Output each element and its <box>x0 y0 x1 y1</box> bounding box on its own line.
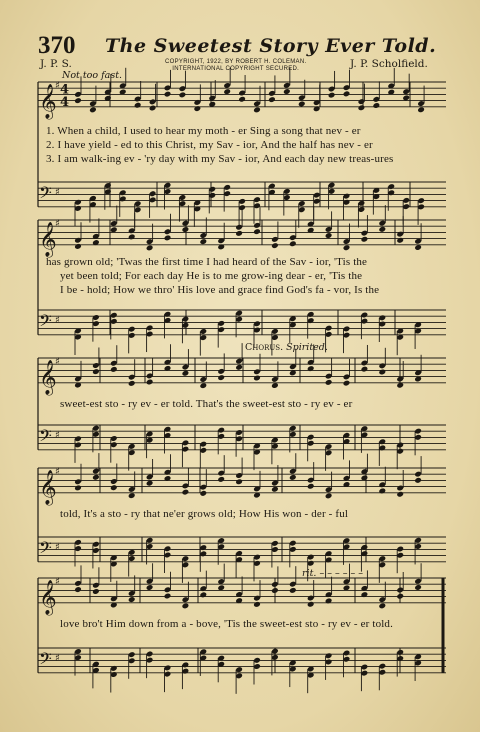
note-head <box>238 96 246 103</box>
note-head <box>92 474 100 481</box>
note-head <box>164 91 172 98</box>
note-head <box>271 242 279 249</box>
hymn-number: 370 <box>38 32 76 59</box>
note-head <box>289 474 297 481</box>
lyric-s4: told, It's a sto - ry that ne'er grows old; How His won - der - ful <box>60 508 349 520</box>
tempo-marking: Not too fast. <box>62 70 123 81</box>
note-head <box>179 92 187 99</box>
note-head <box>378 226 386 233</box>
note-head <box>417 106 425 113</box>
lyric-s1-v1: 1. When a child, I used to hear my moth - er Sing a song that nev - er <box>46 125 361 137</box>
lyric-s5: love bro't Him down from a - bove, 'Tis the sweet-est sto - ry ev - er told. <box>60 618 393 630</box>
note-head <box>343 380 351 387</box>
note-head <box>110 366 118 373</box>
note-head <box>217 476 225 483</box>
note-head <box>253 601 261 608</box>
note-head <box>358 104 366 111</box>
note-head <box>307 365 315 372</box>
note-head <box>396 237 404 244</box>
note-head <box>307 601 315 608</box>
chorus-tempo: Spirited. <box>286 342 328 353</box>
key-sharp: ♯ <box>55 186 60 198</box>
note-head <box>268 96 276 103</box>
note-head <box>343 90 351 97</box>
note-head <box>92 368 100 375</box>
time-signature: 4 <box>60 82 70 98</box>
lyric-s2-v1: has grown old; 'Twas the first time I had heard of the Sav - ior, 'Tis the <box>46 256 368 268</box>
note-head <box>199 591 207 598</box>
note-head <box>378 603 386 610</box>
note-head <box>217 374 225 381</box>
treble-clef: 𝄞 <box>39 83 57 119</box>
music-composer: J. P. Scholfield. <box>350 58 428 70</box>
hymn-title: The Sweetest Story Ever Told. <box>105 35 437 57</box>
note-head <box>199 238 207 245</box>
note-head <box>283 88 291 95</box>
key-sharp: ♯ <box>55 80 60 92</box>
note-head <box>253 107 261 114</box>
note-head <box>74 97 82 104</box>
note-head <box>325 379 333 386</box>
copyright-line-1: COPYRIGHT, 1922, BY ROBERT H. COLEMAN. <box>165 59 307 65</box>
words-author: J. P. S. <box>40 58 72 70</box>
key-sharp: ♯ <box>55 466 60 478</box>
note-head <box>134 102 142 109</box>
note-head <box>361 366 369 373</box>
key-sharp: ♯ <box>55 314 60 326</box>
bass-clef: 𝄢 <box>39 648 52 673</box>
note-head <box>271 587 279 594</box>
key-sharp: ♯ <box>55 218 60 230</box>
note-head <box>89 106 97 113</box>
bass-clef: 𝄢 <box>39 425 52 450</box>
note-head <box>289 240 297 247</box>
key-sharp: ♯ <box>55 576 60 588</box>
note-head <box>128 234 136 241</box>
lyric-s1-v3: 3. I am walk-ing ev - 'ry day with my Sav - ior, And each day new treas-ures <box>46 153 394 165</box>
note-head <box>128 380 136 387</box>
chorus-heading <box>245 342 328 353</box>
note-head <box>199 382 207 389</box>
note-head <box>396 491 404 498</box>
key-sharp: ♯ <box>55 652 60 664</box>
note-head <box>307 483 315 490</box>
key-sharp: ♯ <box>55 356 60 368</box>
chorus-label: Chorus. <box>245 342 284 353</box>
note-head <box>396 593 404 600</box>
note-head <box>414 584 422 591</box>
note-head <box>74 243 82 250</box>
note-head <box>146 584 154 591</box>
note-head <box>182 226 190 233</box>
bass-clef: 𝄢 <box>39 182 52 207</box>
ritardando-marking <box>302 568 363 579</box>
note-head <box>164 593 172 600</box>
note-head <box>289 587 297 594</box>
time-signature: 4 <box>60 94 70 110</box>
note-head <box>328 92 336 99</box>
note-head <box>164 235 172 242</box>
note-head <box>378 369 386 376</box>
note-head <box>182 370 190 377</box>
lyric-s2-v3: I be - hold; How we thro' His love and grace find God's fa - vor, Is the <box>60 284 380 296</box>
note-head <box>182 603 190 610</box>
note-head <box>325 493 333 500</box>
note-head <box>74 586 82 593</box>
note-head <box>146 245 154 252</box>
note-head <box>235 364 243 371</box>
note-head <box>298 101 306 108</box>
note-head <box>128 492 136 499</box>
note-head <box>373 102 381 109</box>
lyric-s1-v2: 2. I have yield - ed to this Christ, my Sav - ior, And the half has nev - er <box>46 139 373 151</box>
note-head <box>182 489 190 496</box>
note-head <box>343 244 351 251</box>
note-head <box>146 379 154 386</box>
copyright-line-2: INTERNATIONAL COPYRIGHT SECURED. <box>172 66 300 72</box>
lyric-s2-v2: yet been told; For each day He is to me grow-ing dear - er, 'Tis the <box>60 270 363 282</box>
note-head <box>74 485 82 492</box>
note-head <box>253 228 261 235</box>
rit-label: rit. <box>302 568 317 579</box>
note-head <box>128 596 136 603</box>
key-sharp: ♯ <box>55 541 60 553</box>
note-head <box>110 484 118 491</box>
bass-clef: 𝄢 <box>39 537 52 562</box>
treble-clef: 𝄞 <box>39 359 57 395</box>
note-head <box>253 375 261 382</box>
bass-clef: 𝄢 <box>39 310 52 335</box>
note-head <box>92 588 100 595</box>
rit-dashes: – – – – – – <box>319 568 364 579</box>
note-head <box>235 230 243 237</box>
note-head <box>361 236 369 243</box>
treble-clef: 𝄞 <box>39 579 57 615</box>
treble-clef: 𝄞 <box>39 469 57 505</box>
note-head <box>199 490 207 497</box>
treble-clef: 𝄞 <box>39 221 57 257</box>
key-sharp: ♯ <box>55 429 60 441</box>
note-head <box>235 478 243 485</box>
note-head <box>194 105 202 112</box>
note-head <box>149 105 157 112</box>
lyric-s3: sweet-est sto - ry ev - er told. That's the sweet-est sto - ry ev - er <box>60 398 353 410</box>
note-head <box>325 232 333 239</box>
note-head <box>378 488 386 495</box>
note-head <box>414 477 422 484</box>
